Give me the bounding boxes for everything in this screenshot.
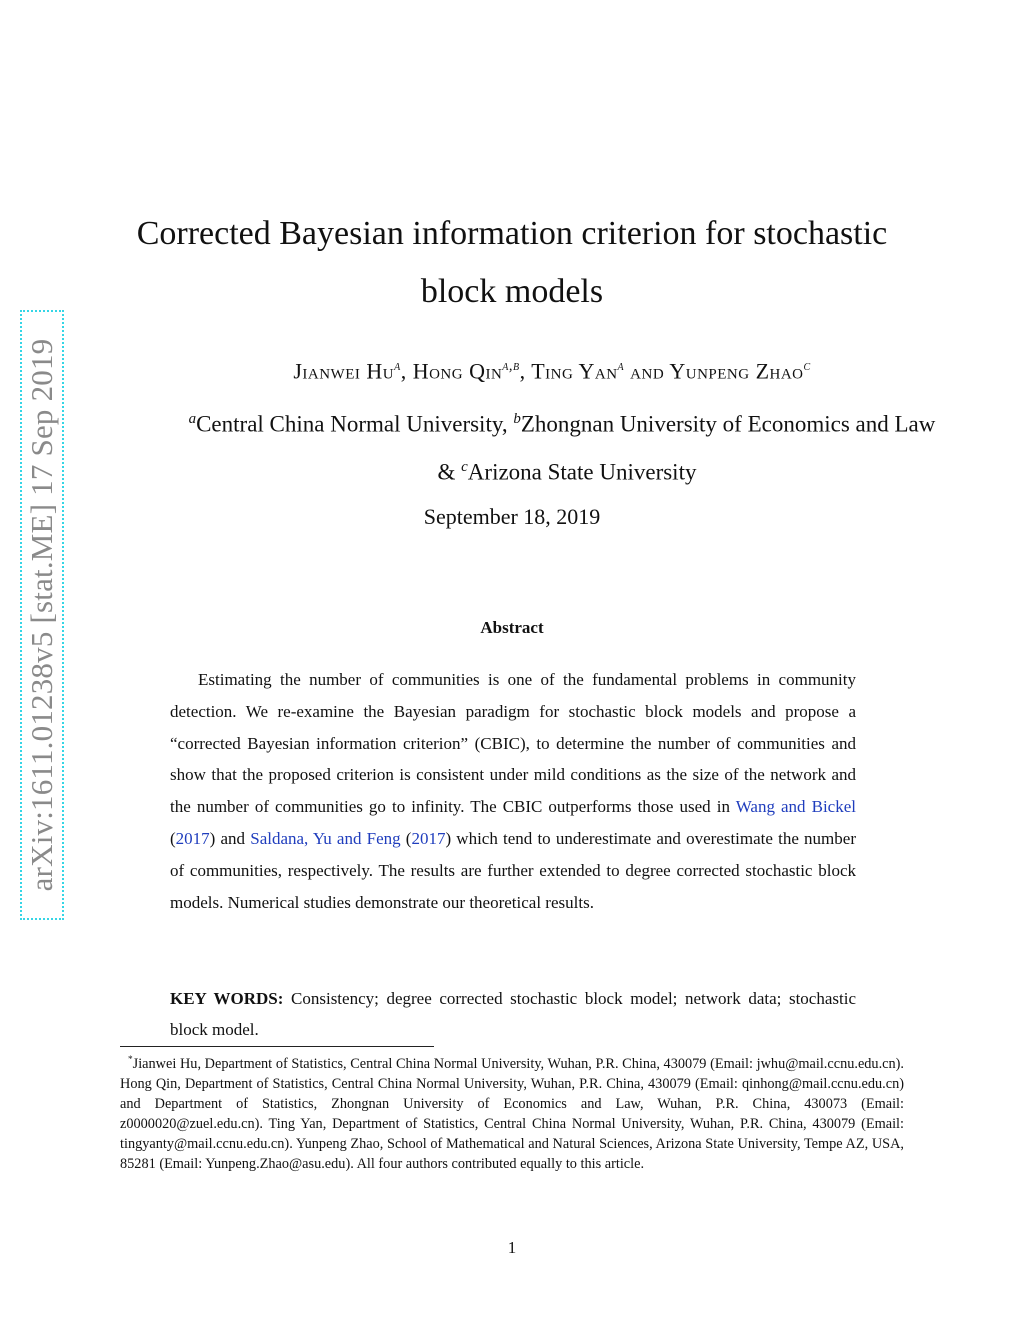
- affil-amp: &: [437, 459, 462, 485]
- footnote-divider: [120, 1046, 434, 1047]
- abstract-heading: Abstract: [480, 618, 544, 637]
- author-yan: Ting Yan: [531, 358, 618, 384]
- author-hu: Jianwei Hu: [293, 358, 395, 384]
- author-yan-affil: a: [617, 358, 625, 374]
- author-and: and: [624, 358, 670, 384]
- paper-title: [100, 205, 924, 321]
- affil-asu: Arizona State University: [467, 459, 697, 485]
- citation-link[interactable]: Wang and Bickel: [735, 797, 856, 817]
- affil-mark-a: a: [188, 411, 197, 427]
- author-separator: ,: [519, 358, 532, 384]
- affil-mark-b: b: [513, 411, 521, 427]
- arxiv-stamp-text: arXiv:1611.01238v5 [stat.ME] 17 Sep 2019: [24, 338, 59, 892]
- citation-year-link[interactable]: 2017: [175, 828, 210, 848]
- abstract-text: ) and: [209, 828, 251, 848]
- footnote-text: Jianwei Hu, Department of Statistics, Central China Normal University, Wuhan, P.R. China, 430079 (Email: jwhu@mail.ccnu.edu.cn). Hong Qin, Department of Statistics, Central China Normal University, Wuhan, P.R. China, 430079 (Email: qinhong@mail.ccnu.edu.cn) and Department of Statistics, Zhongnan University of Economics and Law, Wuhan, P.R. China, 430073 (Email: z0000020@zuel.edu.cn). Ting Yan, Department of Statistics, Central China Normal University, Wuhan, P.R. China, 430079 (Email: tingyanty@mail.ccnu.edu.cn). Yunpeng Zhao, School of Mathematical and Natural Sciences, Arizona State University, Tempe AZ, USA, 85281 (Email: Yunpeng.Zhao@asu.edu). All four authors contributed equally to this article.: [120, 1055, 904, 1172]
- author-hu-affil: a: [394, 358, 401, 374]
- abstract-text: Estimating the number of communities is one of the fundamental problems in community detection. We re-examine the Bayesian paradigm for stochastic block models and propose a “corrected Bayesian information criterion” (CBIC), to determine the number of communities and show that the proposed criterion is consistent under mild conditions as the size of the network and the number of communities go to infinity. The CBIC outperforms those used in: [170, 670, 856, 817]
- abstract-text: (: [170, 828, 176, 848]
- abstract-body: [170, 664, 856, 918]
- keywords-text: Consistency; degree corrected stochastic block model; network data; stochastic block model.: [170, 989, 857, 1039]
- affil-zuel: Zhongnan University of Economics and Law: [520, 411, 936, 437]
- title-line-1: Corrected Bayesian information criterion for stochastic: [136, 215, 888, 252]
- abstract-text: ) which tend to underestimate and overestimate the number of communities, respectively. The results are further extended to degree corrected stochastic block models. Numerical studies demonstrate our theoretical results.: [170, 828, 856, 912]
- footnote: [120, 1050, 904, 1174]
- author-zhao: Yunpeng Zhao: [669, 358, 804, 384]
- citation-link[interactable]: Saldana, Yu and Feng: [250, 828, 401, 848]
- page-number: 1: [507, 1238, 517, 1257]
- affil-mark-c: c: [461, 458, 468, 475]
- affiliation-line-1: [100, 398, 1024, 446]
- title-line-2: block models: [420, 273, 604, 310]
- affiliations: [100, 398, 1024, 493]
- arxiv-stamp[interactable]: [20, 310, 64, 920]
- abstract-text: (: [400, 828, 412, 848]
- author-zhao-affil: c: [803, 358, 811, 374]
- affil-ccnu: Central China Normal University,: [196, 411, 514, 437]
- citation-year-link[interactable]: 2017: [411, 828, 446, 848]
- author-qin-affil: a,b: [502, 358, 520, 374]
- publication-date: September 18, 2019: [423, 504, 601, 529]
- keywords: [170, 983, 856, 1045]
- footnote-mark: *: [128, 1055, 133, 1065]
- author-list: [140, 358, 964, 384]
- author-qin: Hong Qin: [412, 358, 503, 384]
- affiliation-line-2: [100, 446, 1024, 494]
- keywords-label: KEY WORDS:: [170, 989, 284, 1008]
- author-separator: ,: [400, 358, 413, 384]
